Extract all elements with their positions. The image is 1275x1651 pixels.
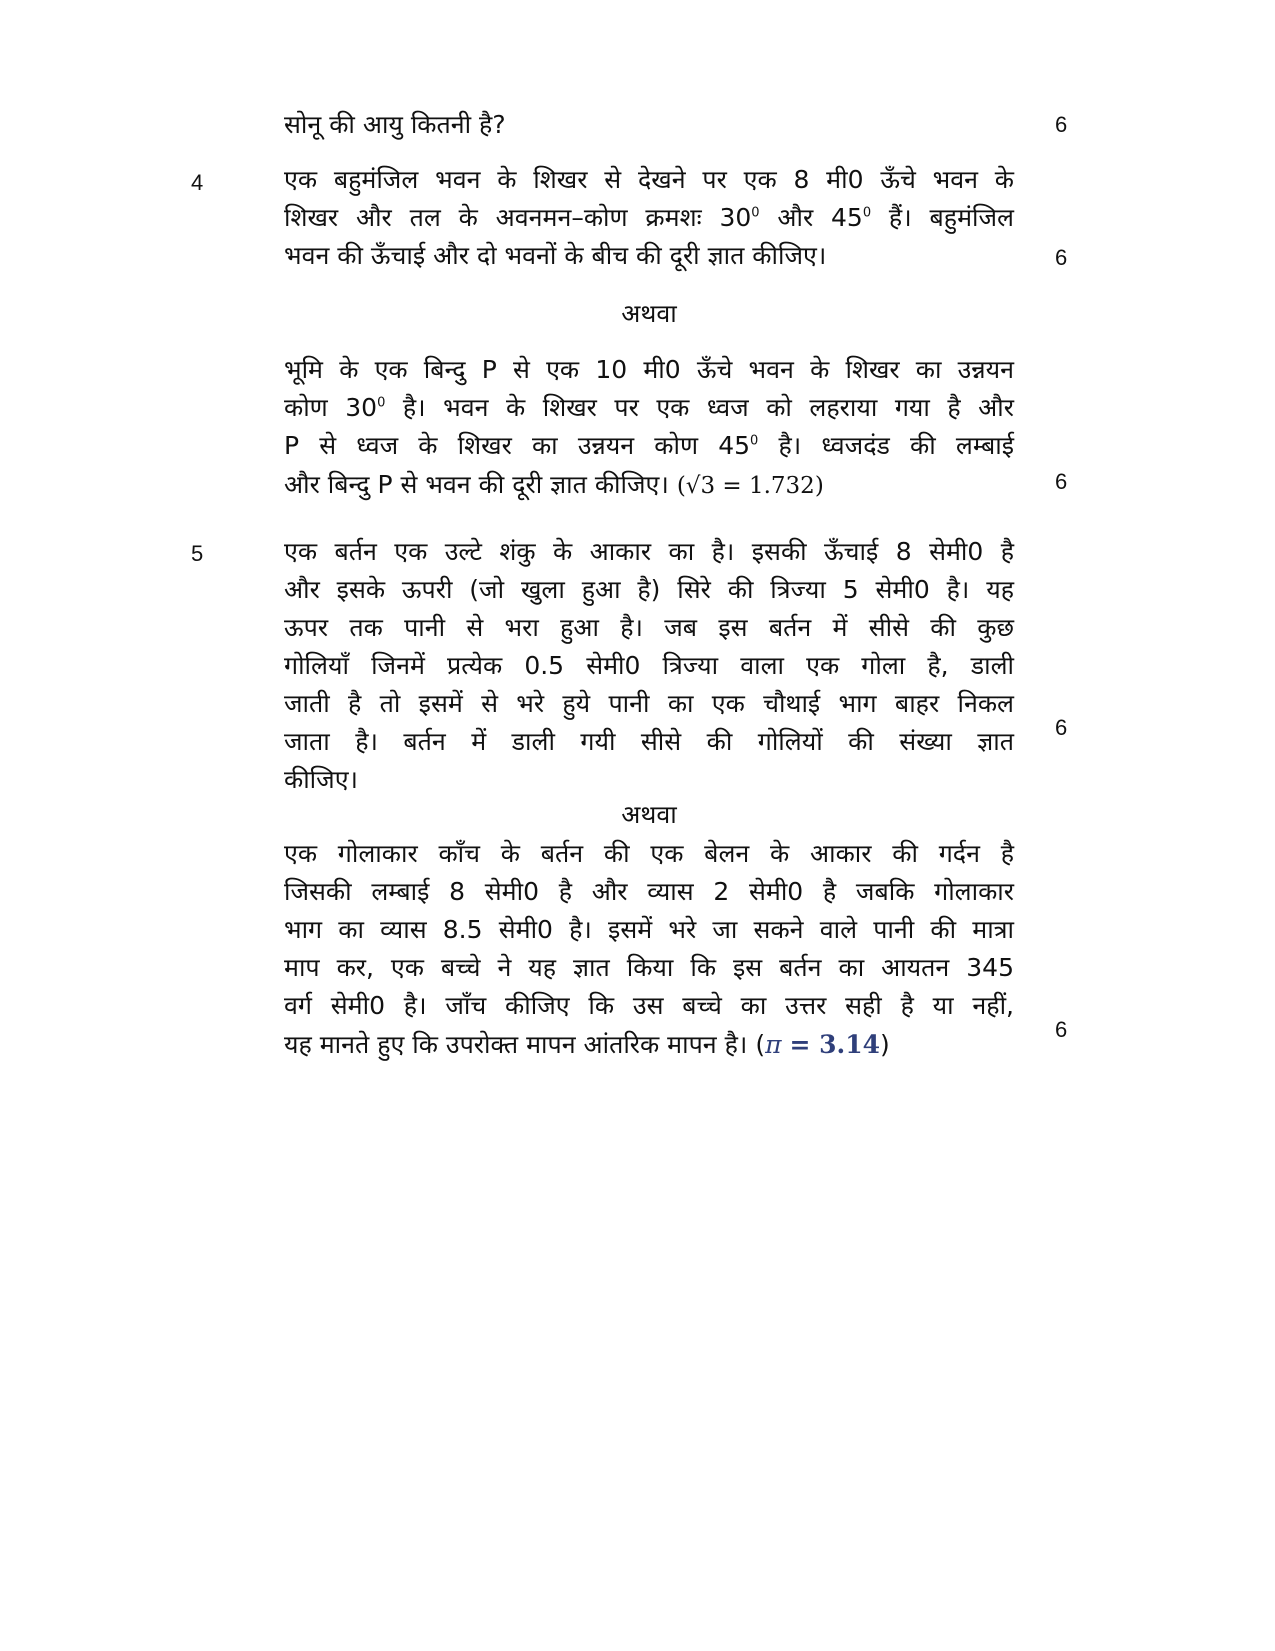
q5-alt-line-6: यह मानते हुए कि उपरोक्त मापन आंतरिक मापन है। (π = 3.14) [284, 1030, 890, 1059]
q4-alt-line-4-text: और बिन्दु P से भवन की दूरी ज्ञात कीजिए। [284, 470, 669, 499]
degree-sup: 0 [751, 205, 760, 221]
degree-sup: 0 [750, 433, 759, 449]
degree-sup: 0 [862, 205, 872, 221]
q5-marks: 6 [1055, 715, 1068, 740]
q5-line-7: कीजिए। [284, 765, 359, 794]
sqrt3-formula: (√3 = 1.732) [676, 473, 824, 499]
q3-marks: 6 [1055, 112, 1068, 137]
q4-alt-line-2-b: है। भवन के शिखर पर एक ध्वज को लहराया गया है और [385, 393, 1014, 422]
q4-alt-line-3-b: है। ध्वजदंड की लम्बाई [758, 431, 1014, 460]
q4-alt-line-4 [284, 465, 1014, 506]
q5-alt-marks: 6 [1055, 1017, 1068, 1042]
or-label: अथवा [621, 800, 677, 829]
q5-alt-line-6-text: यह मानते हुए कि उपरोक्त मापन आंतरिक मापन है। [284, 1030, 748, 1059]
q5-line-2: और इसके ऊपरी (जो खुला हुआ है) सिरे की त्रिज्या 5 सेमी0 है। यह [284, 575, 1014, 604]
q4-line-2-c: हैं। बहुमंजिल [871, 203, 1014, 232]
q5-alt-line-2: जिसकी लम्बाई 8 सेमी0 है और व्यास 2 सेमी0 है जबकि गोलाकार [284, 877, 1014, 906]
q4-marks: 6 [1055, 245, 1068, 270]
q4-line-1: एक बहुमंजिल भवन के शिखर से देखने पर एक 8 मी0 ऊँचे भवन के [284, 165, 1014, 194]
q4-alt-line-3 [284, 426, 1014, 466]
q4-alt-line-1: भूमि के एक बिन्दु P से एक 10 मी0 ऊँचे भवन के शिखर का उन्नयन [284, 355, 1014, 384]
q4-line-2 [284, 198, 1014, 238]
pi-symbol: π [765, 1030, 782, 1059]
pi-value: = 3.14 [789, 1030, 881, 1059]
q4-line-3: भवन की ऊँचाई और दो भवनों के बीच की दूरी ज्ञात कीजिए। [284, 241, 827, 270]
q5-alt-line-5: वर्ग सेमी0 है। जाँच कीजिए कि उस बच्चे का उत्तर सही है या नहीं, [284, 991, 1014, 1020]
q5-line-6: जाता है। बर्तन में डाली गयी सीसे की गोलियों की संख्या ज्ञात [284, 727, 1014, 756]
or-label: अथवा [621, 299, 677, 328]
degree-sup: 0 [377, 395, 386, 411]
q5-alt-line-4: माप कर, एक बच्चे ने यह ज्ञात किया कि इस बर्तन का आयतन 345 [284, 953, 1014, 982]
q4-line-2-b: और 45 [759, 203, 863, 232]
q5-line-3: ऊपर तक पानी से भरा हुआ है। जब इस बर्तन में सीसे की कुछ [284, 613, 1014, 642]
q4-number: 4 [191, 170, 204, 195]
q5-alt-line-1: एक गोलाकार काँच के बर्तन की एक बेलन के आकार की गर्दन है [284, 839, 1014, 868]
q4-alt-line-2-a: कोण 30 [284, 393, 378, 422]
q5-line-4: गोलियाँ जिनमें प्रत्येक 0.5 सेमी0 त्रिज्या वाला एक गोला है, डाली [284, 651, 1014, 680]
q3-tail-text: सोनू की आयु कितनी है? [284, 110, 506, 139]
q5-line-1: एक बर्तन एक उल्टे शंकु के आकार का है। इसकी ऊँचाई 8 सेमी0 है [284, 537, 1014, 566]
q4-line-2-a: शिखर और तल के अवनमन–कोण क्रमशः 30 [284, 203, 752, 232]
q4-alt-line-2 [284, 388, 1014, 428]
q4-alt-line-3-a: P से ध्वज के शिखर का उन्नयन कोण 45 [284, 431, 751, 460]
q5-alt-line-3: भाग का व्यास 8.5 सेमी0 है। इसमें भरे जा सकने वाले पानी की मात्रा [284, 915, 1014, 944]
q5-line-5: जाती है तो इसमें से भरे हुये पानी का एक चौथाई भाग बाहर निकल [284, 689, 1014, 718]
q4-alt-marks: 6 [1055, 469, 1068, 494]
q5-number: 5 [191, 541, 204, 566]
